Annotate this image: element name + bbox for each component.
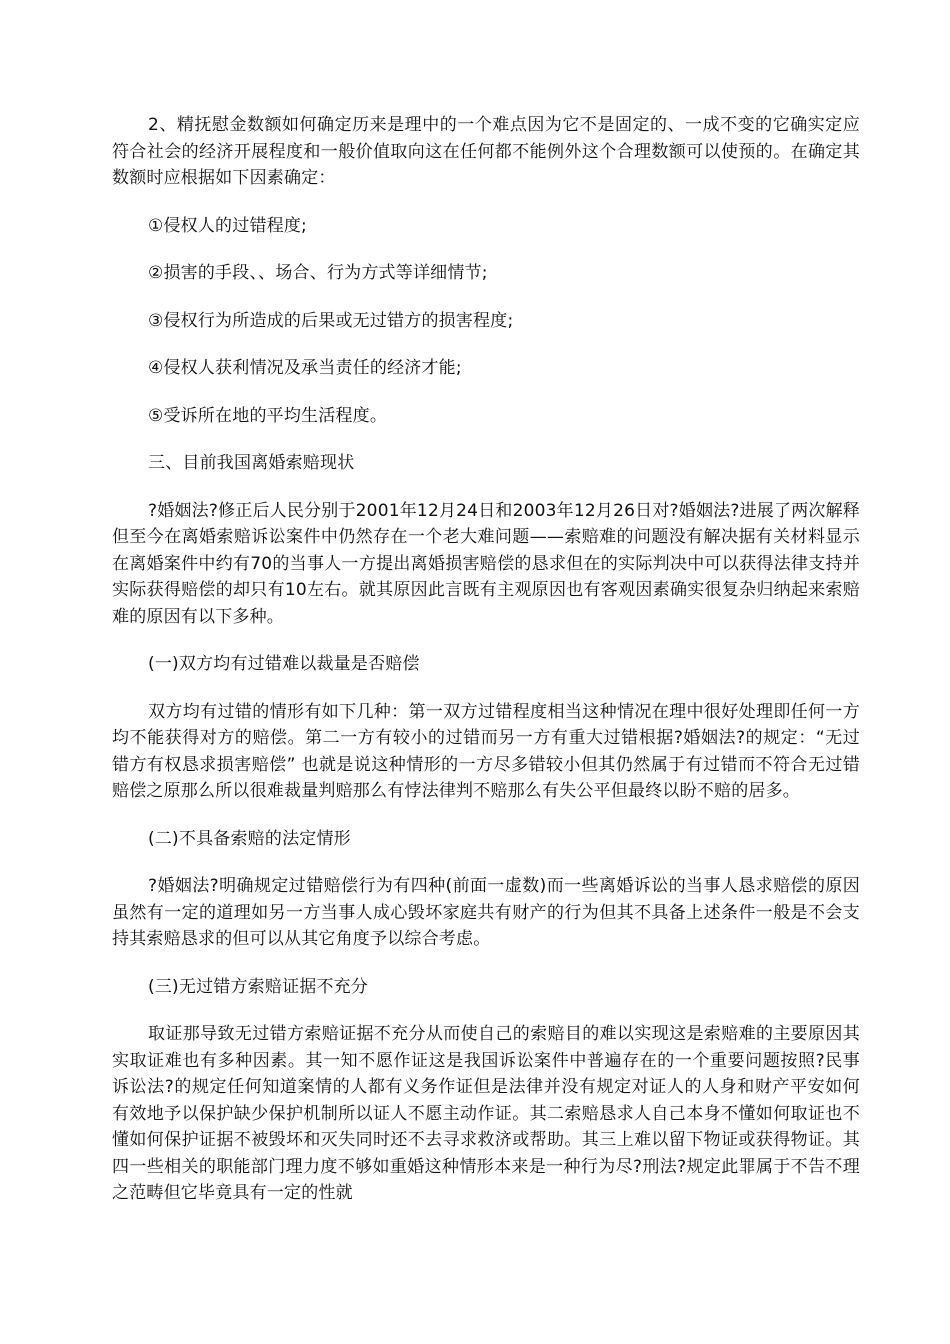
subheading-2: (二)不具备索赔的法定情形: [148, 828, 351, 849]
factor-item-5: ⑤受诉所在地的平均生活程度。: [148, 405, 388, 426]
paragraph-both-at-fault: 双方均有过错的情形有如下几种：第一双方过错程度相当这种情况在理中很好处理即任何一方均不能获得对方的赔偿。第二一方有较小的过错而另一方有重大过错根据?婚姻法?的规定：“无过错方有权恳求损害赔偿” 也就是说这种情形的一方尽多错较小但其仍然属于有过错而不符合无过错赔偿之原那么所以很难裁量判赔那么有悖法律判不赔那么有失公平但最终以盼不赔的居多。: [112, 701, 860, 801]
subheading-3: (三)无过错方索赔证据不充分: [148, 976, 369, 997]
factor-item-4: ④侵权人获利情况及承当责任的经济才能;: [148, 358, 462, 378]
section-heading-3: 三、目前我国离婚索赔现状: [148, 453, 355, 473]
document-body: [112, 112, 860, 1228]
paragraph-current-status: ?婚姻法?修正后人民分别于2001年12月24日和2003年12月26日对?婚姻法?进展了两次解释但至今在离婚索赔诉讼案件中仍然存在一个老大难问题——索赔难的问题没有解决据有关材料显示在离婚案件中约有70的当事人一方提出离婚损害赔偿的恳求但在的实际判决中可以获得法律支持并实际获得赔偿的却只有10左右。就其原因此言既有主观原因也有客观因素确实很复杂归纳起来索赔难的原因有以下多种。: [112, 500, 860, 627]
factor-item-1: ①侵权人的过错程度;: [148, 215, 307, 236]
paragraph-statutory-conditions: ?婚姻法?明确规定过错赔偿行为有四种(前面一虚数)而一些离婚诉讼的当事人恳求赔偿的原因虽然有一定的道理如另一方当事人成心毁坏家庭共有财产的行为但其不具备上述条件一般是不会支持其索赔恳求的但可以从其它角度予以综合考虑。: [112, 876, 860, 949]
paragraph-compensation-amount: 2、精抚慰金数额如何确定历来是理中的一个难点因为它不是固定的、一成不变的它确实定应符合社会的经济开展程度和一般价值取向这在任何都不能例外这个合理数额可以使预的。在确定其数额时应根据如下因素确定：: [112, 115, 860, 188]
factor-item-2: ②损害的手段、、场合、行为方式等详细情节;: [148, 263, 488, 283]
factor-item-3: ③侵权行为所造成的后果或无过错方的损害程度;: [148, 310, 514, 331]
paragraph-insufficient-evidence: 取证那导致无过错方索赔证据不充分从而使自己的索赔目的难以实现这是索赔难的主要原因其实取证难也有多种因素。其一知不愿作证这是我国诉讼案件中普遍存在的一个重要问题按照?民事诉讼法?的规定任何知道案情的人都有义务作证但是法律并没有规定对证人的人身和财产平安如何有效地予以保护缺少保护机制所以证人不愿主动作证。其二索赔恳求人自己本身不懂如何取证也不懂如何保护证据不被毁坏和灭失同时还不去寻求救济或帮助。其三上难以留下物证或获得物证。其四一些相关的职能部门理力度不够如重婚这种情形本来是一种行为尽?刑法?规定此罪属于不告不理之范畴但它毕竟具有一定的性就: [112, 1024, 860, 1203]
subheading-1: (一)双方均有过错难以裁量是否赔偿: [148, 654, 420, 674]
